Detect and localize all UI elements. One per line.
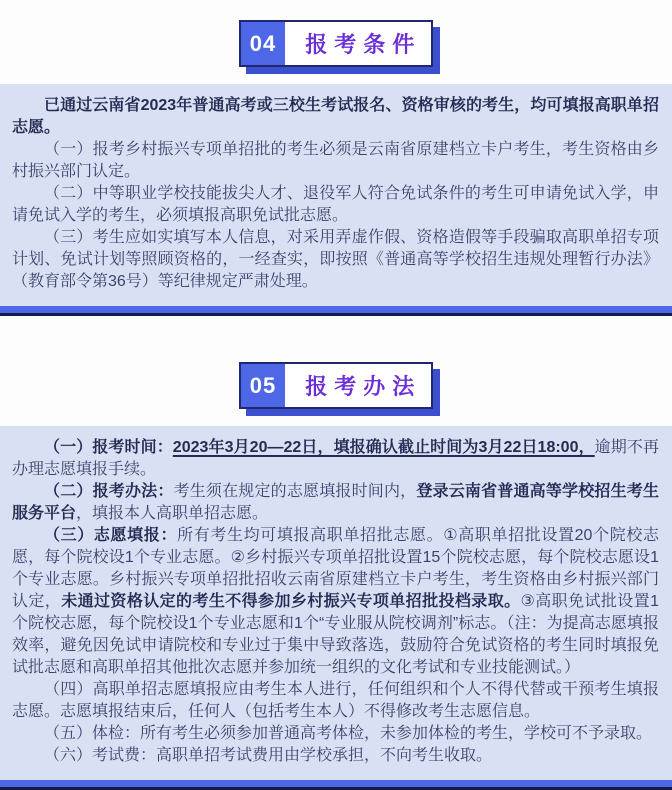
paragraph (12, 437, 659, 481)
section-title: 报考办法 (305, 374, 422, 399)
text-segment: ③高职免试批设置1个院校志愿，每个院校设1个专业志愿和1个“专业服从院校调剂”标志。（注：为提高志愿填报效率，避免因免试申请院校和专业过于集中导致落选，鼓励符合免试资格的考生同时填报免试批志愿和高职单招其他批次志愿并参加统一组织的文化考试和专业技能测试。） (12, 593, 659, 676)
text-segment: （三）考生应如实填写本人信息，对采用弄虚作假、资格造假等手段骗取高职单招专项计划、免试计划等照顾资格的，一经查实，即按照《普通高等学校招生违规处理暂行办法》（教育部令第36号）等纪律规定严肃处理。 (12, 229, 659, 290)
paragraph (12, 139, 659, 183)
paragraph (12, 183, 659, 227)
text-segment: 2023年3月20—22日，填报确认截止时间为3月22日18:00， (172, 439, 595, 456)
paragraph (12, 227, 659, 293)
section-05-underline (0, 780, 672, 790)
text-segment: （四）高职单招志愿填报应由考生本人进行，任何组织和个人不得代替或干预考生填报志愿。志愿填报结束后，任何人（包括考生本人）不得修改考生志愿信息。 (12, 681, 659, 720)
section-05-content (0, 426, 672, 790)
paragraph (12, 679, 659, 723)
section-04-content (0, 84, 672, 316)
paragraph (12, 481, 659, 525)
section-05-header-row (0, 316, 672, 426)
paragraph (12, 525, 659, 679)
text-segment: （三）志愿填报： (44, 527, 178, 544)
section-04-header-row (0, 0, 672, 84)
text-segment: 已通过云南省2023年普通高考或三校生考试报名、资格审核的考生，均可填报高职单招志愿。 (12, 97, 659, 136)
text-segment: 所有考生均可填报高职单招批志愿。①高职单招批设置20个院校志愿，每个院校设1个专业志愿。②乡村振兴专项单招批设置15个院校志愿，每个院校志愿设1个专业志愿。乡村振兴专项单招批招收云南省原建档立卡户考生，考生资格由乡村振兴部门认定， (12, 527, 659, 610)
paragraph (12, 723, 659, 745)
text-segment: （六）考试费：高职单招考试费用由学校承担，不向考生收取。 (44, 747, 493, 764)
text-segment: ，填报本人高职单招志愿。 (76, 505, 269, 522)
divider-bar-blue (0, 306, 672, 313)
section-badge-05 (239, 362, 434, 409)
section-number-badge: 05 (241, 364, 285, 407)
section-05-body (0, 426, 672, 780)
paragraph (12, 95, 659, 139)
text-segment: （一）报考时间： (44, 439, 173, 456)
paragraph (12, 745, 659, 767)
section-number-badge: 04 (241, 22, 285, 65)
text-segment: 未通过资格认定的考生不得参加乡村振兴专项单招批投档录取。 (61, 593, 521, 610)
text-segment: 考生须在规定的志愿填报时间内， (173, 483, 417, 500)
section-title: 报考条件 (305, 32, 422, 57)
text-segment: （二）报考办法： (44, 483, 174, 500)
text-segment: 登录云南省普通高等学校招生考生服务平台 (12, 483, 659, 522)
text-segment: （二）中等职业学校技能拔尖人才、退役军人符合免试条件的考生可申请免试入学，申请免试入学的考生，必须填报高职免试批志愿。 (12, 185, 659, 224)
text-segment: （一）报考乡村振兴专项单招批的考生必须是云南省原建档立卡户考生，考生资格由乡村振兴部门认定。 (12, 141, 659, 180)
section-badge-04 (239, 20, 434, 67)
section-04-body (0, 84, 672, 306)
section-04-underline (0, 306, 672, 316)
text-segment: 逾期不再办理志愿填报手续。 (12, 439, 659, 478)
divider-bar-blue (0, 780, 672, 787)
text-segment: （五）体检：所有考生必须参加普通高考体检，未参加体检的考生，学校可不予录取。 (44, 725, 653, 742)
